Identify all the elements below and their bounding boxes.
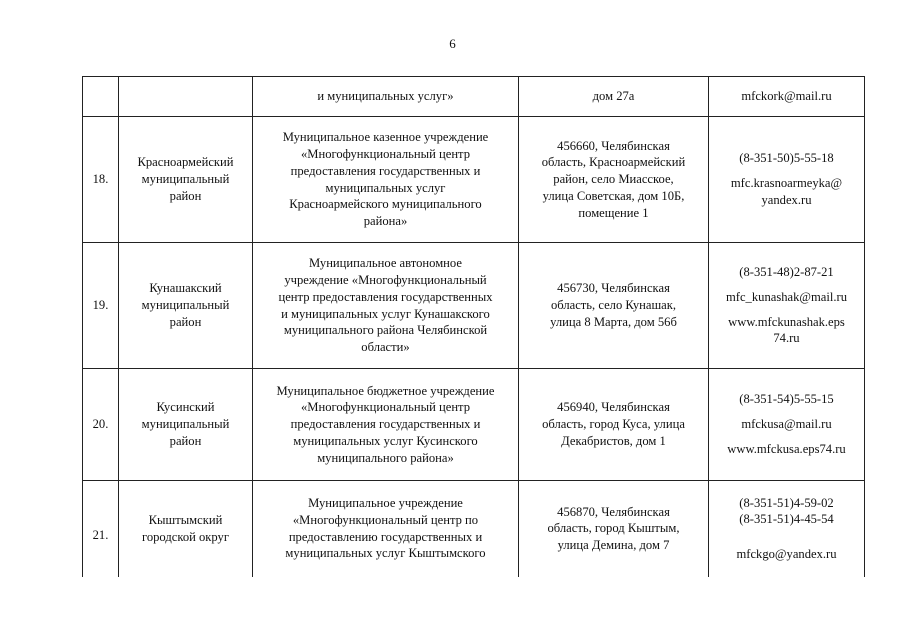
institution-line: предоставления государственных и — [290, 417, 481, 432]
district-cell — [119, 369, 253, 481]
contacts-cell — [709, 481, 865, 577]
institution-line: учреждение «Многофункциональный — [284, 273, 487, 288]
email-text: mfckork@mail.ru — [741, 89, 832, 104]
address-line: улица 8 Марта, дом 56б — [550, 314, 677, 329]
district-line: муниципальный — [141, 417, 230, 432]
website-text: 74.ru — [773, 331, 800, 346]
district-line: Красноармейский — [137, 155, 234, 170]
district-line: городской округ — [141, 529, 230, 544]
table-row — [83, 243, 865, 369]
institution-line: муниципального района» — [317, 450, 454, 465]
page-number: 6 — [449, 36, 456, 51]
district-line: муниципальный — [141, 172, 230, 187]
email-text: yandex.ru — [761, 192, 812, 207]
institution-line: и муниципальных услуг» — [317, 89, 454, 104]
institution-cell — [253, 369, 519, 481]
address-line: область, село Кунашак, — [550, 298, 677, 313]
institution-line: Муниципальное бюджетное учреждение — [276, 383, 495, 398]
institution-line: Муниципальное автономное — [309, 256, 462, 271]
contacts-cell — [709, 117, 865, 243]
district-cell — [119, 117, 253, 243]
address-line: 456940, Челябинская — [557, 400, 670, 415]
address-line: 456870, Челябинская — [557, 504, 670, 519]
address-line: область, город Куса, улица — [542, 417, 685, 432]
district-cell — [119, 77, 253, 117]
address-cell — [519, 243, 709, 369]
district-line: Кыштымский — [148, 513, 223, 528]
institution-line: муниципальных услуг — [325, 180, 446, 195]
phone-text: (8-351-51)4-59-02 — [739, 495, 834, 510]
phone-text: (8-351-48)2-87-21 — [739, 265, 834, 280]
district-line: район — [169, 433, 202, 448]
phone-text: (8-351-51)4-45-54 — [739, 512, 834, 527]
address-line: дом 27а — [592, 89, 635, 104]
address-cell — [519, 369, 709, 481]
address-cell — [519, 77, 709, 117]
table-row-continuation — [83, 77, 865, 117]
institution-line: муниципального района Челябинской — [283, 323, 488, 338]
email-text: mfc.krasnoarmeyka@ — [730, 176, 843, 191]
phone-text: (8-351-50)5-55-18 — [739, 151, 834, 166]
email-text: mfckgo@yandex.ru — [736, 547, 837, 562]
institution-line: предоставления государственных и — [290, 163, 481, 178]
institution-line: муниципальных услуг Кыштымского — [285, 546, 486, 561]
institution-line: района» — [363, 213, 408, 228]
contacts-cell — [709, 243, 865, 369]
district-line: муниципальный — [141, 298, 230, 313]
table-row — [83, 117, 865, 243]
address-cell — [519, 481, 709, 577]
address-cell — [519, 117, 709, 243]
district-line: Кунашакский — [149, 281, 222, 296]
phone-text: (8-351-54)5-55-15 — [739, 392, 834, 407]
institution-line: области» — [361, 339, 410, 354]
institution-cell — [253, 117, 519, 243]
address-line: 456730, Челябинская — [557, 281, 670, 296]
row-number-cell: 19. — [83, 243, 119, 369]
address-line: Декабристов, дом 1 — [561, 433, 666, 448]
contacts-cell — [709, 369, 865, 481]
contacts-cell — [709, 77, 865, 117]
institution-line: «Многофункциональный центр — [300, 147, 471, 162]
institution-cell — [253, 77, 519, 117]
institution-cell — [253, 243, 519, 369]
website-text: www.mfckunashak.eps — [728, 314, 845, 329]
row-number-cell: 20. — [83, 369, 119, 481]
website-text: www.mfckusa.eps74.ru — [727, 441, 846, 456]
address-line: улица Советская, дом 10Б, — [542, 188, 685, 203]
district-line: район — [169, 314, 202, 329]
institution-cell — [253, 481, 519, 577]
address-line: улица Демина, дом 7 — [557, 538, 670, 553]
district-line: район — [169, 188, 202, 203]
address-line: помещение 1 — [578, 205, 649, 220]
institution-line: Муниципальное казенное учреждение — [282, 130, 489, 145]
district-cell — [119, 243, 253, 369]
row-number-cell — [83, 481, 119, 577]
address-line: район, село Миасское, — [553, 172, 674, 187]
row-number-text: 21. — [92, 528, 109, 543]
table-row — [83, 369, 865, 481]
institution-line: «Многофункциональный центр по — [292, 513, 479, 528]
district-line: Кусинский — [156, 400, 215, 415]
address-line: 456660, Челябинская — [557, 138, 670, 153]
district-cell — [119, 481, 253, 577]
table-row — [83, 481, 865, 577]
address-line: область, Красноармейский — [541, 155, 686, 170]
address-line: область, город Кыштым, — [547, 521, 680, 536]
institution-line: Муниципальное учреждение — [308, 496, 463, 511]
institution-line: муниципальных услуг Кусинского — [293, 433, 478, 448]
email-text: mfckusa@mail.ru — [741, 417, 832, 432]
institution-line: и муниципальных услуг Кунашакского — [281, 306, 490, 321]
institution-line: центр предоставления государственных — [278, 289, 493, 304]
mfc-table — [82, 76, 865, 577]
email-text: mfc_kunashak@mail.ru — [725, 289, 848, 304]
institution-line: предоставлению государственных и — [288, 529, 483, 544]
institution-line: «Многофункциональный центр — [300, 400, 471, 415]
institution-line: Красноармейского муниципального — [289, 197, 482, 212]
row-number-cell — [83, 77, 119, 117]
row-number-cell: 18. — [83, 117, 119, 243]
